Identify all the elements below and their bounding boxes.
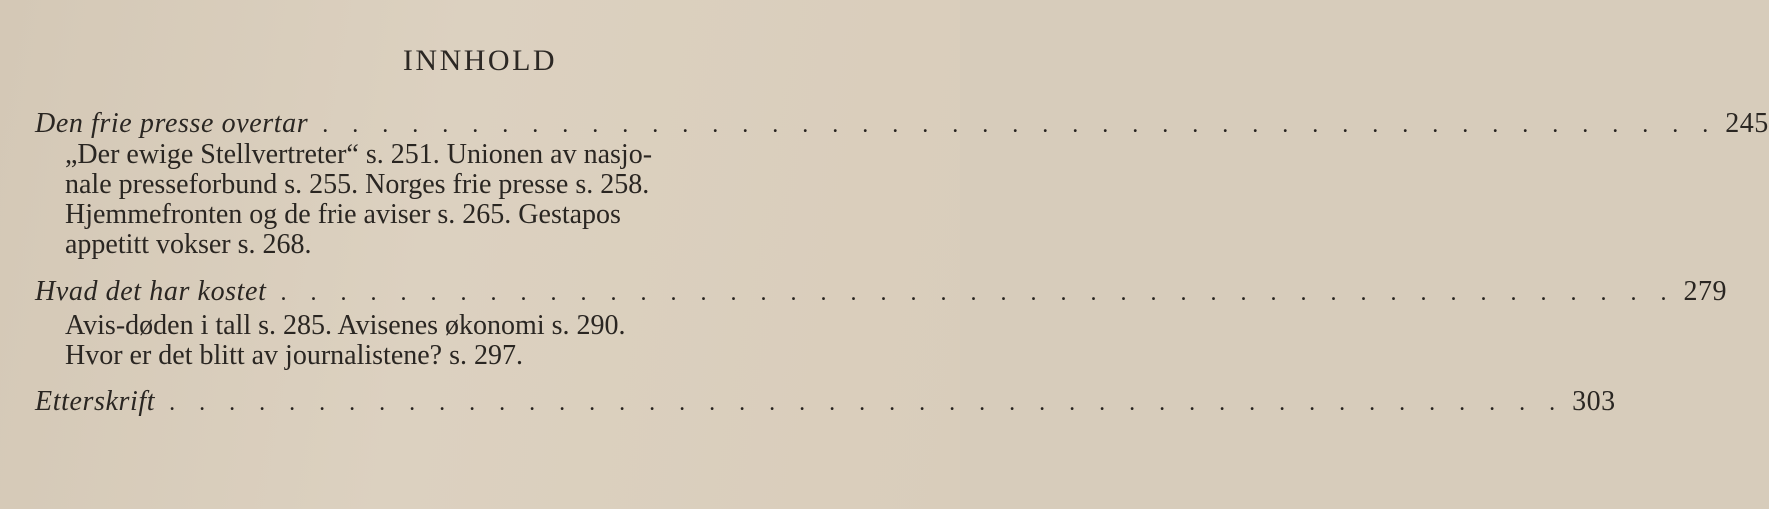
toc-entry [35, 386, 1616, 418]
toc-entry-title: Hvad det har kostet [35, 276, 267, 307]
subsection-line: nale presseforbund s. 255. Norges frie presse s. 258. [65, 169, 650, 200]
subsection-line: appetitt vokser s. 268. [65, 229, 312, 260]
toc-entry-subsections [65, 140, 815, 260]
subsection-line: Hvor er det blitt av journalistene? s. 297. [65, 340, 523, 371]
subsection-line: Avis-døden i tall s. 285. Avisenes økonomi s. 290. [65, 310, 626, 341]
subsection-line: Hjemmefronten og de frie aviser s. 265. Gestapos [65, 199, 621, 230]
dot-leader: . . . . . . . . . . . . . . . . . . . . . . . . . . . . . . . . . . . . . . . . . . . . . . . [322, 112, 1718, 138]
toc-entry-page: 245 [1725, 108, 1769, 139]
dot-leader: . . . . . . . . . . . . . . . . . . . . . . . . . . . . . . . . . . . . . . . . . . . . . . . [169, 390, 1565, 416]
toc-entry-page: 279 [1683, 276, 1727, 307]
dot-leader: . . . . . . . . . . . . . . . . . . . . . . . . . . . . . . . . . . . . . . . . . . . . . . . [280, 280, 1676, 306]
toc-entry [35, 108, 1769, 140]
toc-entry-title: Etterskrift [35, 386, 156, 417]
page-heading: INNHOLD [402, 44, 558, 77]
toc-entry-title: Den frie presse overtar [35, 108, 309, 139]
subsection-line: „Der ewige Stellvertreter“ s. 251. Unionen av nasjo- [65, 139, 653, 170]
toc-entry [35, 276, 1727, 308]
toc-entry-subsections [65, 311, 815, 371]
toc-entry-page: 303 [1572, 386, 1616, 417]
